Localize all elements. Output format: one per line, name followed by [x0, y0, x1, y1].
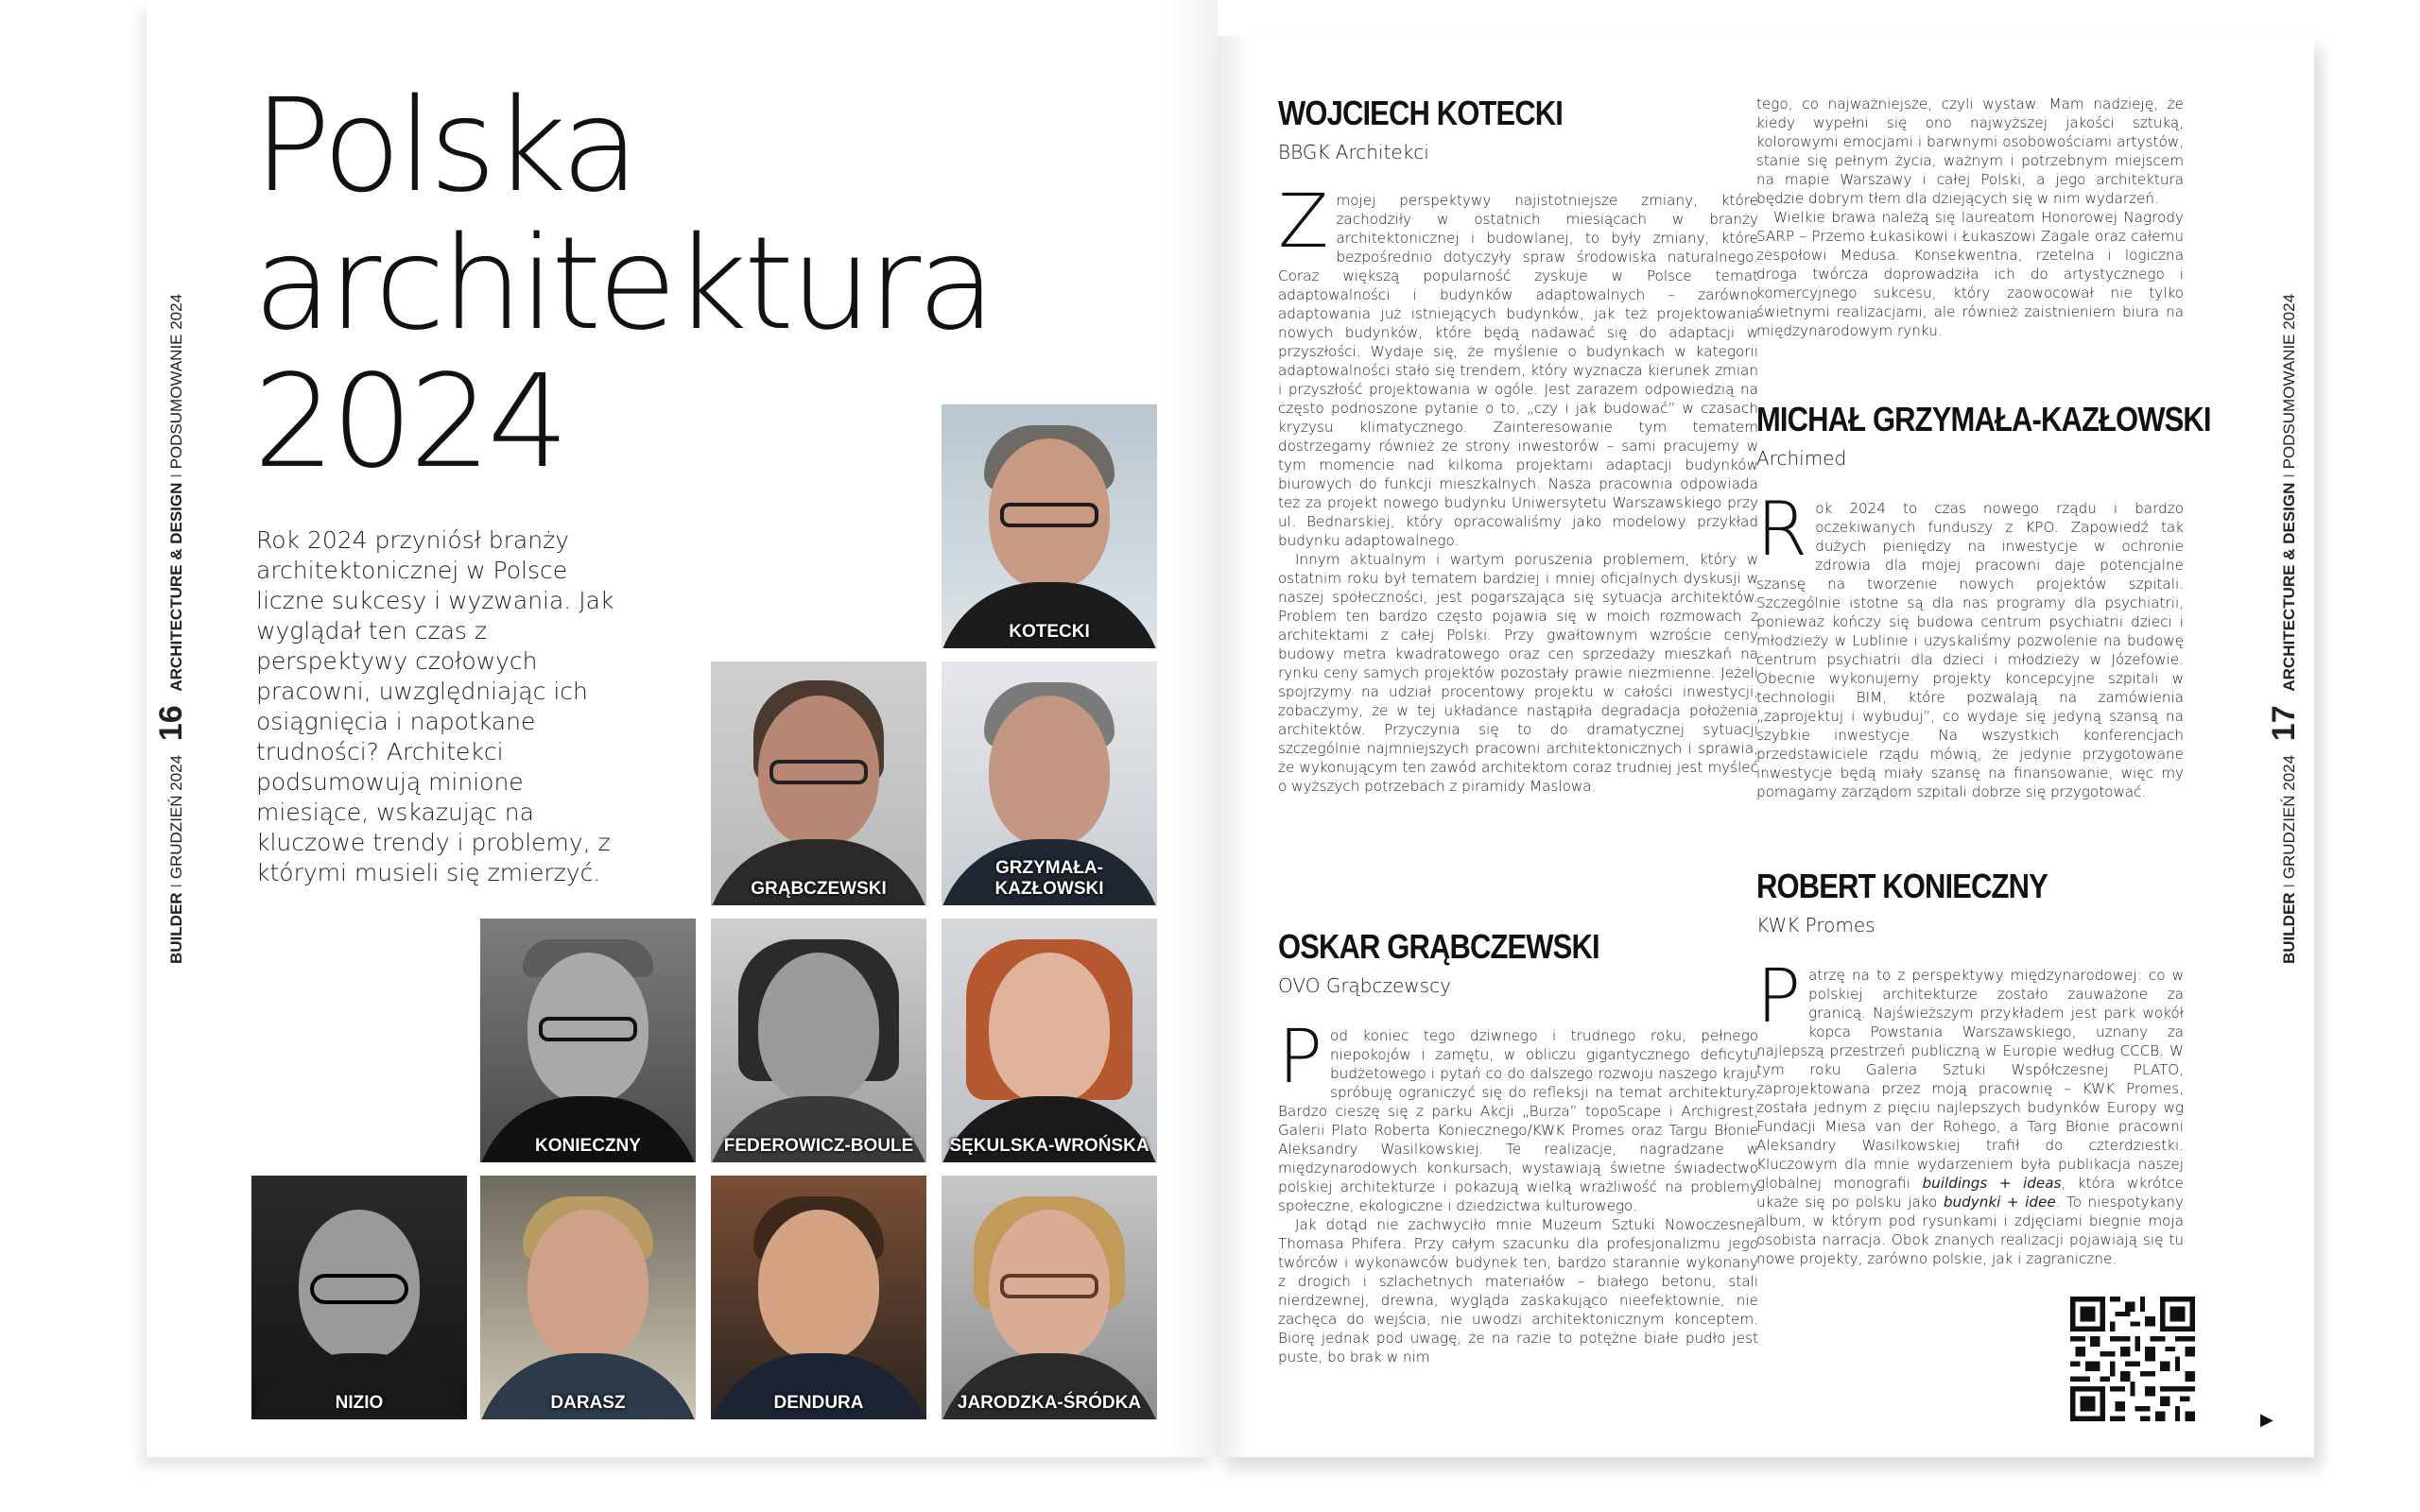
paragraph: od koniec tego dziwnego i trudnego roku, pełnego niepokojów i zamętu, w obliczu gigantycznego deficytu budżetowego i pytań co do dalszego rozwoju naszego kraju spróbuję ograniczyć się do refleksji na temat architektury. Bardzo cieszę się z parku Akcji „Burza” topoScape i Archigrest, Galerii Plato Roberta Koniecznego/KWK Promes oraz Targu Błonie Aleksandry Wasilkowskiej. Te realizacje, nagradzane w międzynarodowych konkursach, wystawiają świetne świadectwo polskiej architekturze i pokazują wielką wrażliwość na problemy społeczne, ekologiczne i dziedzictwa kulturowego. — [1278, 1027, 1758, 1214]
architect-name: WOJCIECH KOTECKI — [1278, 94, 1564, 132]
paragraph: Wielkie brawa należą się laureatom Honorowej Nagrody SARP – Przemo Łukasikowi i Łukaszowi Zagale oraz całemu zespołowi Medusa. Konsekwentna, rzetelna i logiczna droga twórcza doprowadziła ich do artystycznego i komercyjnego sukcesu, który zaowocował nie tylko świetnymi realizacjami, ale również zaistnieniem biura na międzynarodowym rynku. — [1756, 209, 2184, 339]
spine-subsection: PODSUMOWANIE 2024 — [2280, 293, 2298, 470]
portrait-name: GRĄBCZEWSKI — [751, 879, 887, 899]
title-line-1: Polska — [253, 72, 636, 221]
spine-brand: BUILDER — [167, 892, 185, 964]
dropcap: P — [1756, 954, 1802, 1040]
portrait-name: JARODZKA-ŚRÓDKA — [957, 1393, 1142, 1413]
title-line-3: 2024 — [253, 348, 566, 497]
page-number: 16 — [153, 705, 189, 742]
portrait-darasz — [480, 1176, 696, 1419]
dropcap: P — [1278, 1015, 1323, 1100]
architect-name: MICHAŁ GRZYMAŁA-KAZŁOWSKI — [1756, 400, 2211, 438]
portrait-name: GRZYMAŁA-KAZŁOWSKI — [994, 858, 1104, 899]
section-grabczewski — [1278, 928, 1758, 998]
portrait-jarodzka-srodka — [942, 1176, 1157, 1419]
paragraph: tego, co najważniejsze, czyli wystaw. Mam nadzieję, że kiedy wypełni się ono najwyższej jakości sztuką, kolorowymi emocjami i barwnymi osobowościami artystów, stanie się pełnym życia, ważnym i potrzebnym miejscem na mapie Warszawy i całej Polski, a jego architektura będzie dobrym tłem dla dziejących się w nim wydarzeń. — [1756, 95, 2184, 207]
paragraph: Jak dotąd nie zachwyciło mnie Muzeum Sztuki Nowoczesnej Thomasa Phifera. Przy całym szacunku dla profesjonalizmu jego twórców i wykonawców budynek ten, bardzo starannie wykonany z drogich i szlachetnych materiałów – białego betonu, stali nierdzewnej, drewna, wygląda zaskakująco nieefektownie, nie zachęca do wejścia, nie uwodzi architektonicznym konceptem. Biorę jednak pod uwagę, że na razie to potężne białe pudło jest puste, bo brak w nim — [1278, 1216, 1758, 1366]
section-konieczny — [1756, 868, 2191, 937]
spine-date: GRUDZIEŃ 2024 — [2280, 754, 2298, 880]
book-title-pl: budynki + idee — [1943, 1194, 2056, 1211]
architect-firm: KWK Promes — [1756, 914, 1876, 936]
portrait-name: FEDEROWICZ-BOULE — [723, 1136, 914, 1156]
paragraph: mojej perspektywy najistotniejsze zmiany, które zachodziły w ostatnich miesiącach w branży architektonicznej i budowlanej, to były zmiany, które bezpośrednio dotyczyły spraw środowiska naturalnego. Coraz większą popularność zyskuje w Polsce temat adaptowalności i budynków adaptowalnych – zarówno adaptowania już istniejących budynków, jak też projektowania nowych budynków, które będą nadawać się do adaptacji w przyszłości. Wydaje się, że myślenie o budynkach w kategorii adaptowalności stało się trendem, który wyznacza kierunek zmian i przyszłość projektowania w ogóle. Jest zarazem odpowiedzią na często podnoszone pytanie o to, „czy i jak budować” w czasach kryzysu klimatycznego. Zainteresowanie tym tematem dostrzegamy również ze strony inwestorów – sami pracujemy w tym momencie nad kilkoma projektami adaptacji budynków biurowych do funkcji mieszkalnych. Nasza pracownia odpowiada też za projekt nowego budynku Uniwersytetu Warszawskiego przy ul. Bednarskiej, który opracowaliśmy jako modelowy przykład budynku adaptowalnego. — [1278, 192, 1758, 549]
portrait-grzymala-kazlowski — [942, 662, 1157, 905]
spine-brand: BUILDER — [2280, 892, 2298, 964]
paragraph: atrzę na to z perspektywy międzynarodowej: co w polskiej architekturze zostało zauważone za granicą. Najświeższym przykładem jest park wokół kopca Powstania Warszawskiego, uznany za najlepszą przestrzeń publiczną w Europie według CCCB. W tym roku Galeria Sztuki Współczesnej PLATO, zaprojektowana przez moją pracownię – KWK Promes, została jednym z pięciu najlepszych budynków Europy wg Fundacji Miesa van der Rohego, a Targ Błonie pracowni Aleksandry Wasilkowskiej trafił do czterdziestki. Kluczowym dla mnie wydarzeniem była publikacja naszej globalnej monografii — [1756, 967, 2184, 1192]
portrait-name: DENDURA — [773, 1393, 864, 1413]
play-arrow-icon: ▶ — [2260, 1410, 2273, 1430]
architect-firm: OVO Grąbczewscy — [1278, 974, 1451, 997]
portrait-dendura — [711, 1176, 926, 1419]
spine-left: BUILDER I GRUDZIEŃ 2024 16 ARCHITECTURE & DESIGN I PODSUMOWANIE 2024 — [153, 293, 189, 964]
portrait-konieczny — [480, 919, 696, 1162]
portrait-name: SĘKULSKA-WROŃSKA — [949, 1136, 1150, 1156]
spine-right: BUILDER I GRUDZIEŃ 2024 17 ARCHITECTURE & DESIGN I PODSUMOWANIE 2024 — [2266, 293, 2302, 964]
spine-date: GRUDZIEŃ 2024 — [167, 754, 185, 880]
title-line-2: architektura — [253, 210, 993, 359]
page-number: 17 — [2266, 705, 2302, 742]
paragraph: Innym aktualnym i wartym poruszenia problemem, który w ostatnim roku był tematem bardziej i mniej oficjalnych dyskusji w naszej społeczności, jest pogarszająca się sytuacja architektów. Problem ten bardzo często pojawia się w moich rozmowach z architektami z całej Polski. Przy gwałtownym wzroście ceny budowy metra kwadratowego oraz cen sprzedaży mieszkań na rynku ceny samych projektów pozostały prawie niezmienne. Jeżeli spojrzymy na udział procentowy projektu w całości inwestycji, zobaczymy, że w tej układance nastąpiła degradacja położenia architektów. Przyczynia się to do dramatycznej sytuacji szczególnie najmniejszych pracowni architektonicznych i sprawia, że wykonującym ten zawód architektom coraz trudniej jest myśleć o wyższych potrzebach z piramidy Maslowa. — [1278, 551, 1758, 795]
portrait-name: DARASZ — [550, 1393, 626, 1413]
portrait-name: KOTECKI — [1009, 622, 1090, 642]
portrait-nizio — [251, 1176, 467, 1419]
page-title — [253, 72, 993, 497]
architect-name: ROBERT KONIECZNY — [1756, 867, 2048, 905]
portrait-federowicz-boule — [711, 919, 926, 1162]
article-kotecki — [1278, 180, 1758, 796]
lead-paragraph: Rok 2024 przyniósł branży architektonicznej w Polsce liczne sukcesy i wyzwania. Jak wyglądał ten czas z perspektywy czołowych pracowni, uwzględniając ich osiągnięcia i napotkane trudności? Architekci podsumowują minione miesiące, wskazując na kluczowe trendy i problemy, z którymi musieli się zmierzyć. — [256, 526, 614, 886]
spine-section: ARCHITECTURE & DESIGN — [167, 482, 185, 692]
paragraph-end: . To niespotykany album, w którym pod rysunkami i zdjęciami biegnie moja osobista narracja. Obok znanych realizacji pojawiają się tu nowe projekty, zarówno polskie, jak i zagraniczne. — [1756, 1194, 2184, 1267]
section-grzymala — [1756, 400, 2211, 471]
portrait-name: KONIECZNY — [535, 1136, 641, 1156]
article-konieczny — [1756, 954, 2184, 1268]
spine-subsection: PODSUMOWANIE 2024 — [167, 293, 185, 470]
architect-name: OSKAR GRĄBCZEWSKI — [1278, 927, 1599, 966]
portrait-name: NIZIO — [335, 1393, 384, 1413]
architect-firm: BBGK Architekci — [1278, 141, 1429, 163]
article-grzymala — [1756, 488, 2184, 801]
article-grabczewski-continued — [1756, 94, 2184, 340]
spine-section: ARCHITECTURE & DESIGN — [2280, 482, 2298, 692]
section-kotecki — [1278, 94, 1758, 164]
dropcap: R — [1756, 488, 1808, 573]
paragraph-cont: , która wkrótce ukaże się po polsku jako — [1756, 1175, 2184, 1211]
qr-code-icon — [2070, 1297, 2195, 1421]
paragraph: ok 2024 to czas nowego rządu i bardzo oczekiwanych funduszy z KPO. Zapowiedź tak dużych pieniędzy na inwestycje w ochronie zdrowia dla mojej pracowni daje potencjalne szansę na tworzenie nowych projektów szpitali. Szczególnie istotne są dla nas programy dla psychiatrii, ponieważ kończy się budowa centrum psychiatrii dzieci i młodzieży w Lublinie i uzyskaliśmy pozwolenie na budowę centrum psychiatrii dla dzieci i młodzieży w Józefowie. Obecnie wykonujemy projekty koncepcyjne szpitali w technologii BIM, które pozwalają na zamówienia „zaprojektuj i wybuduj”, co wydaje się jedyną szansą na szybkie inwestycje. Na wszystkich konferencjach przedstawiciele rządu mówią, że jedynie przygotowane inwestycje będą miały szansę na finansowanie, więc my pomagamy zarządom szpitali dobrze się przygotować. — [1756, 500, 2184, 800]
portrait-sekulska-wronska — [942, 919, 1157, 1162]
article-grabczewski — [1278, 1015, 1758, 1366]
portrait-grabczewski — [711, 662, 926, 905]
architect-firm: Archimed — [1756, 447, 1847, 470]
portrait-kotecki — [942, 404, 1157, 648]
dropcap: Z — [1278, 180, 1329, 265]
book-title: buildings + ideas — [1922, 1175, 2062, 1192]
